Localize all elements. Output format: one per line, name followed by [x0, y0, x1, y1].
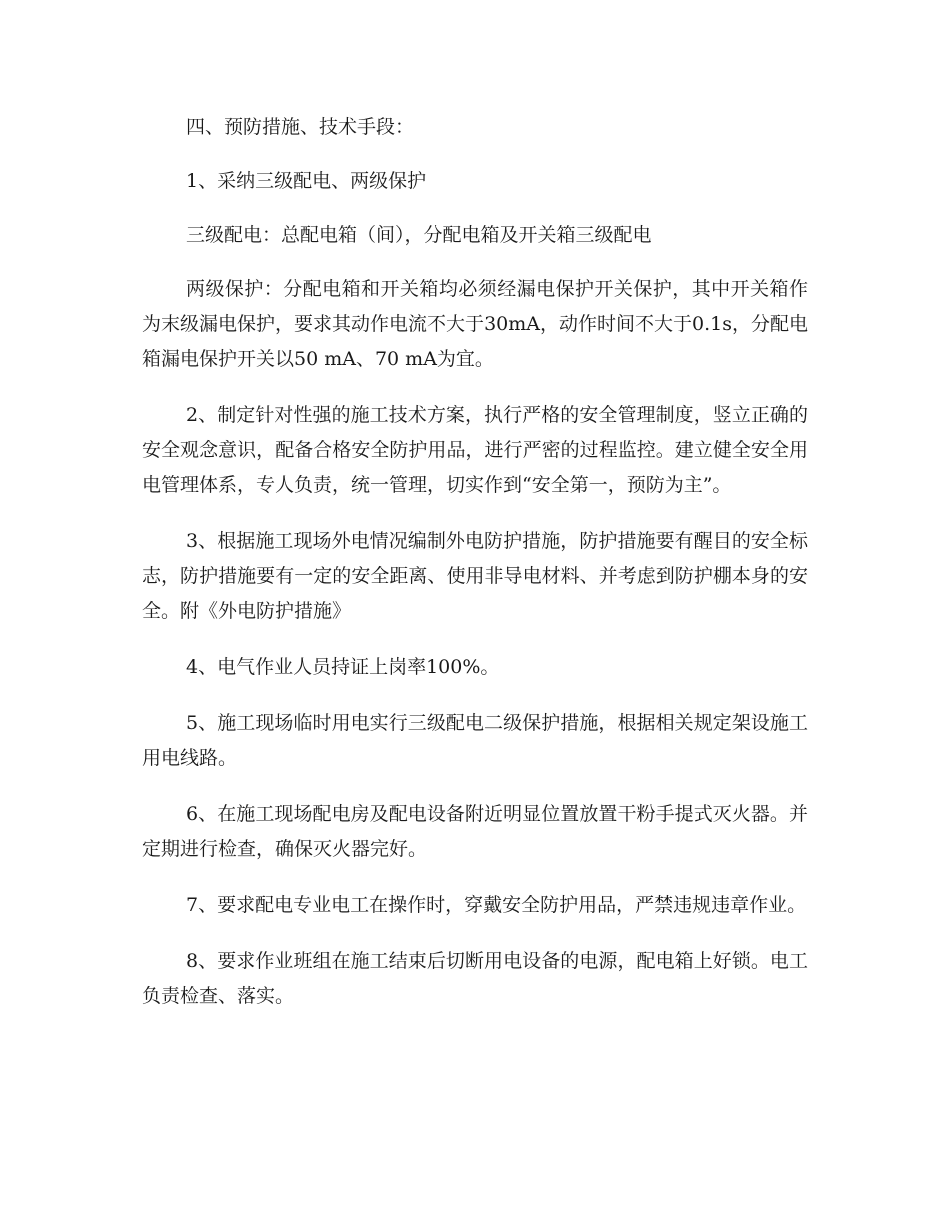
paragraph-two-level: 两级保护：分配电箱和开关箱均必须经漏电保护开关保护，其中开关箱作为末级漏电保护，要求其动作电流不大于30mA，动作时间不大于0.1s，分配电箱漏电保护开关以50 mA、70 mA为宜。 — [142, 278, 808, 370]
paragraph-1: 1、采纳三级配电、两级保护 — [186, 170, 427, 192]
paragraph-2: 2、制定针对性强的施工技术方案，执行严格的安全管理制度，竖立正确的安全观念意识，配备合格安全防护用品，进行严密的过程监控。建立健全安全用电管理体系，专人负责，统一管理，切实作到“安全第一，预防为主”。 — [142, 404, 808, 496]
paragraph-3: 3、根据施工现场外电情况编制外电防护措施，防护措施要有醒目的安全标志，防护措施要有一定的安全距离、使用非导电材料、并考虑到防护棚本身的安全。附《外电防护措施》 — [142, 530, 808, 622]
paragraph-three-level: 三级配电：总配电箱（间），分配电箱及开关箱三级配电 — [186, 224, 652, 246]
paragraph-8: 8、要求作业班组在施工结束后切断用电设备的电源，配电箱上好锁。电工负责检查、落实。 — [142, 950, 808, 1007]
paragraph-4: 4、电气作业人员持证上岗率100%。 — [186, 656, 500, 678]
paragraph-6: 6、在施工现场配电房及配电设备附近明显位置放置干粉手提式灭火器。并定期进行检查，确保灭火器完好。 — [142, 803, 808, 860]
document-body — [142, 110, 808, 1035]
paragraph-7: 7、要求配电专业电工在操作时，穿戴安全防护用品，严禁违规违章作业。 — [186, 894, 807, 916]
section-heading: 四、预防措施、技术手段： — [186, 116, 415, 138]
paragraph-5: 5、施工现场临时用电实行三级配电二级保护措施，根据相关规定架设施工用电线路。 — [142, 712, 808, 769]
